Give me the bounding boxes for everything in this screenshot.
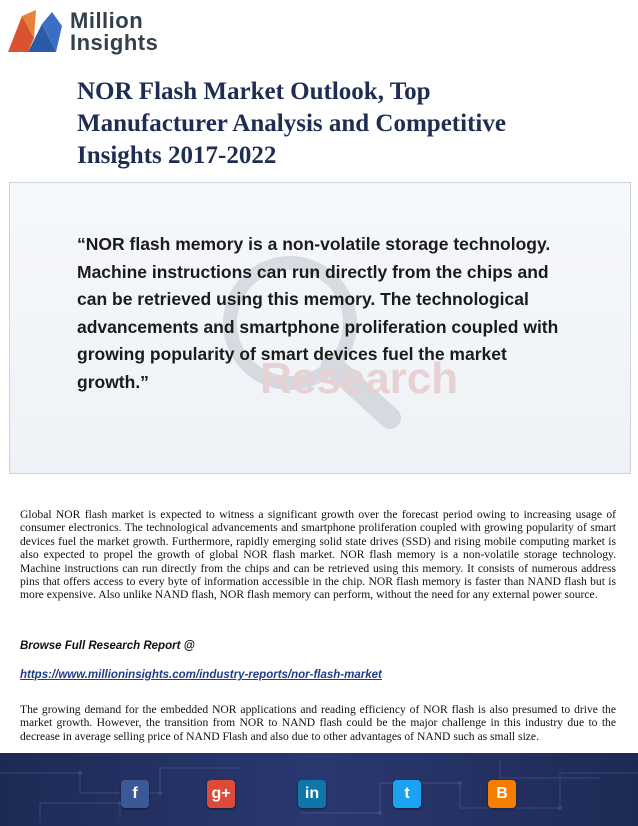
- watermark-text: Research: [260, 354, 459, 403]
- footer-bar: [0, 753, 638, 826]
- hero-quote-box: [9, 182, 631, 474]
- facebook-glyph: f: [132, 785, 138, 802]
- brand-logo[interactable]: [6, 4, 158, 60]
- body-paragraph-2: The growing demand for the embedded NOR applications and reading efficiency of NOR flash is also presumed to drive the market growth. However, the transition from NOR to NAND flash could be the major challenge in this industry due to the decrease in average selling price of NAND Flash and also due to other advantages of NAND such as small size.: [20, 703, 616, 743]
- million-insights-logo-icon: [6, 8, 64, 56]
- blogger-glyph: B: [496, 785, 508, 802]
- twitter-glyph: t: [404, 785, 410, 802]
- hero-quote-text: “NOR flash memory is a non-volatile storage technology. Machine instructions can run directly from the chips and can be retrieved using this memory. The technological advancements and smartphone proliferation coupled with growing popularity of smart devices fuel the market growth.”: [77, 234, 559, 392]
- google-plus-icon[interactable]: [207, 780, 235, 808]
- brand-name-line1: Million: [70, 8, 144, 33]
- google-plus-glyph: g+: [211, 785, 231, 802]
- report-link[interactable]: https://www.millioninsights.com/industry-reports/nor-flash-market: [20, 669, 382, 681]
- brand-name-line2: Insights: [70, 30, 159, 55]
- body-paragraph-1: Global NOR flash market is expected to witness a significant growth over the forecast period owing to increasing usage of consumer electronics. The technological advancements and smartphone proliferation coupled with growing popularity of smart devices fuel the market growth. Furthermore, rapidly emerging solid state drives (SSD) and rising mobile computing market is also expected to propel the growth of global NOR flash market. NOR flash memory is a non-volatile storage technology. Machine instructions can run directly from the chips and can be retrieved using this memory. It consists of numerous address pins that offers access to every byte of information accessible in the chip. NOR flash memory is faster than NAND flash but is more expensive. Also unlike NAND flash, NOR flash memory can perform, without the need for any external power source.: [20, 508, 616, 602]
- browse-report-label: Browse Full Research Report @: [20, 640, 195, 652]
- facebook-icon[interactable]: [121, 780, 149, 808]
- twitter-icon[interactable]: [393, 780, 421, 808]
- blogger-icon[interactable]: [488, 780, 516, 808]
- linkedin-icon[interactable]: [298, 780, 326, 808]
- brand-wordmark: [70, 10, 158, 54]
- linkedin-glyph: in: [304, 785, 320, 802]
- document-title: NOR Flash Market Outlook, Top Manufacturer Analysis and Competitive Insights 2017-2022: [77, 78, 506, 169]
